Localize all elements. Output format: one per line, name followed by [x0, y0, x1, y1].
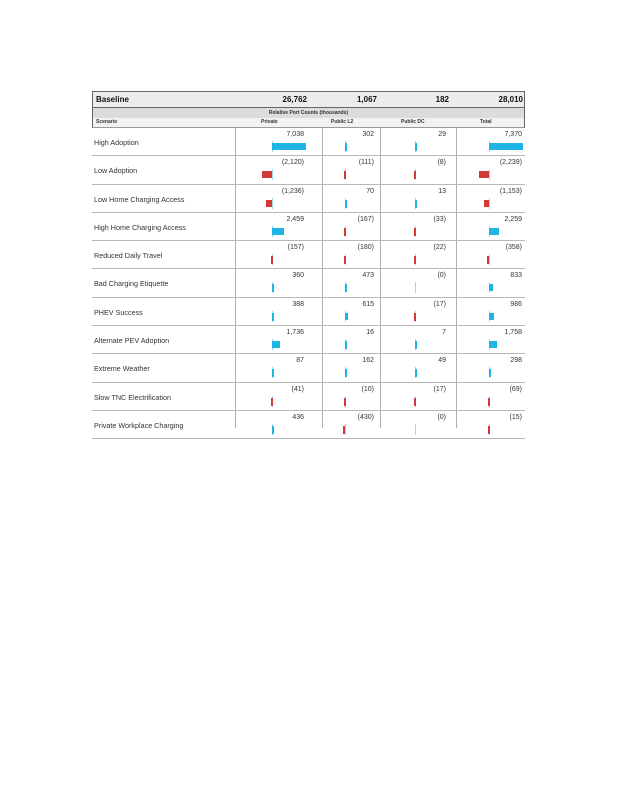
- baseline-public-dc: 182: [435, 95, 449, 104]
- cell-private: (2,120): [281, 159, 304, 167]
- cell-total: 298: [510, 357, 522, 365]
- bar-private: [271, 256, 273, 264]
- bar-private: [272, 313, 274, 321]
- scenario-label: Alternate PEV Adoption: [94, 336, 170, 346]
- bar-total: [488, 398, 490, 406]
- bar-total: [489, 143, 523, 150]
- bar-private: [266, 200, 272, 207]
- cell-public-dc: (0): [437, 413, 446, 421]
- baseline-row: [92, 91, 525, 108]
- cell-public-dc: 29: [438, 131, 446, 138]
- col-public-dc: Public DC: [401, 119, 425, 125]
- bar-public-l2: [344, 228, 346, 236]
- table-row: [92, 383, 525, 411]
- cell-public-l2: (10): [361, 385, 374, 393]
- cell-private: 388: [292, 300, 304, 308]
- bar-private: [272, 341, 280, 348]
- cell-public-dc: (22): [433, 244, 446, 252]
- bar-private: [272, 284, 274, 292]
- scenario-label: PHEV Success: [94, 307, 143, 317]
- bar-public-l2: [344, 398, 346, 406]
- bar-public-dc: [414, 171, 416, 179]
- bar-private: [272, 228, 284, 235]
- bar-private: [272, 143, 306, 150]
- table-row: [92, 411, 525, 439]
- scenario-label: Bad Charging Etiquette: [94, 279, 169, 289]
- zero-tick: [415, 424, 416, 435]
- table-row: [92, 213, 525, 241]
- bar-public-l2: [344, 171, 346, 179]
- cell-public-dc: (33): [433, 215, 446, 223]
- col-private: Private: [261, 119, 278, 125]
- cell-public-dc: (17): [433, 300, 446, 308]
- cell-public-dc: (8): [437, 159, 446, 167]
- cell-total: 986: [510, 300, 522, 308]
- cell-total: (15): [509, 413, 522, 421]
- bar-public-dc: [415, 143, 417, 151]
- bar-public-l2: [345, 143, 347, 151]
- cell-public-l2: 302: [362, 131, 374, 138]
- cell-total: 7,370: [504, 131, 522, 138]
- bar-public-l2: [345, 200, 347, 208]
- cell-total: (358): [505, 244, 522, 252]
- scenario-label: High Home Charging Access: [94, 222, 186, 232]
- cell-total: 2,259: [504, 215, 522, 223]
- subheader: Relative Port Counts (thousands): [92, 108, 525, 118]
- table-row: [92, 185, 525, 213]
- cell-total: (1,153): [499, 187, 522, 195]
- table-row: [92, 326, 525, 354]
- bar-total: [488, 426, 490, 434]
- bar-total: [489, 341, 497, 348]
- bar-total: [489, 313, 494, 320]
- cell-public-l2: (180): [357, 244, 374, 252]
- scenario-label: Slow TNC Electrification: [94, 392, 171, 402]
- cell-private: (41): [291, 385, 304, 393]
- table-row: [92, 269, 525, 297]
- scenario-label: Extreme Weather: [94, 364, 150, 374]
- bar-total: [484, 200, 489, 207]
- bar-public-dc: [414, 256, 416, 264]
- cell-public-dc: 49: [438, 357, 446, 365]
- zero-tick: [345, 424, 346, 435]
- bar-public-l2: [343, 426, 345, 434]
- bar-private: [271, 398, 273, 406]
- table-row: [92, 354, 525, 382]
- scenario-label: High Adoption: [94, 138, 139, 147]
- cell-private: 2,459: [286, 215, 304, 223]
- bar-public-dc: [414, 228, 416, 236]
- cell-public-l2: 162: [362, 357, 374, 365]
- baseline-label: Baseline: [96, 95, 129, 104]
- cell-private: 7,038: [286, 131, 304, 138]
- scenario-label: Low Adoption: [94, 166, 138, 176]
- bar-total: [489, 284, 493, 291]
- bar-public-dc: [415, 341, 417, 349]
- column-header-row: [92, 118, 525, 128]
- cell-public-l2: 615: [362, 300, 374, 308]
- bar-private: [272, 369, 274, 377]
- bar-public-l2: [345, 369, 347, 377]
- cell-public-l2: 473: [362, 272, 374, 280]
- cell-public-l2: 16: [366, 329, 374, 337]
- scenario-label: Private Workplace Charging: [94, 420, 184, 430]
- scenario-label: Low Home Charging Access: [94, 194, 185, 204]
- cell-public-dc: 7: [442, 329, 446, 337]
- cell-total: (69): [509, 385, 522, 393]
- col-public-l2: Public L2: [331, 119, 354, 125]
- cell-private: 87: [296, 357, 304, 365]
- cell-total: (2,239): [499, 159, 522, 167]
- baseline-total: 28,010: [498, 95, 523, 104]
- bar-total: [489, 228, 499, 235]
- scenario-label: Reduced Daily Travel: [94, 251, 163, 261]
- bar-public-dc: [414, 398, 416, 406]
- bar-private: [262, 171, 272, 178]
- zero-tick: [272, 198, 273, 209]
- table-row: [92, 128, 525, 156]
- bar-public-l2: [345, 341, 347, 349]
- cell-private: 436: [292, 413, 304, 421]
- cell-public-l2: (167): [357, 215, 374, 223]
- bar-private: [272, 426, 274, 434]
- cell-private: 1,736: [286, 329, 304, 337]
- zero-tick: [415, 282, 416, 293]
- cell-public-dc: 13: [438, 187, 446, 195]
- cell-public-l2: (111): [358, 159, 374, 167]
- cell-private: (1,236): [281, 187, 304, 195]
- zero-tick: [272, 169, 273, 180]
- cell-total: 1,758: [504, 329, 522, 337]
- bar-total: [487, 256, 489, 264]
- bar-public-l2: [345, 284, 347, 292]
- bar-total: [479, 171, 489, 178]
- bar-public-dc: [414, 313, 416, 321]
- table-row: [92, 241, 525, 269]
- col-total: Total: [480, 119, 492, 125]
- bar-total: [489, 369, 491, 377]
- bar-public-dc: [415, 369, 417, 377]
- cell-public-dc: (17): [433, 385, 446, 393]
- cell-public-l2: (430): [357, 413, 374, 421]
- zero-tick: [489, 169, 490, 180]
- baseline-private: 26,762: [282, 95, 307, 104]
- cell-public-l2: 70: [366, 187, 374, 195]
- bar-public-l2: [344, 256, 346, 264]
- scenario-rows: [92, 128, 525, 439]
- col-scenario: Scenario: [96, 119, 118, 125]
- cell-total: 833: [510, 272, 522, 280]
- cell-public-dc: (0): [437, 272, 446, 280]
- scenario-table: [92, 91, 525, 439]
- table-row: [92, 298, 525, 326]
- bar-public-dc: [415, 200, 417, 208]
- table-row: [92, 156, 525, 184]
- cell-private: (157): [287, 244, 304, 252]
- cell-private: 360: [292, 272, 304, 280]
- baseline-public-l2: 1,067: [356, 95, 377, 104]
- zero-tick: [489, 198, 490, 209]
- bar-public-l2: [345, 313, 348, 320]
